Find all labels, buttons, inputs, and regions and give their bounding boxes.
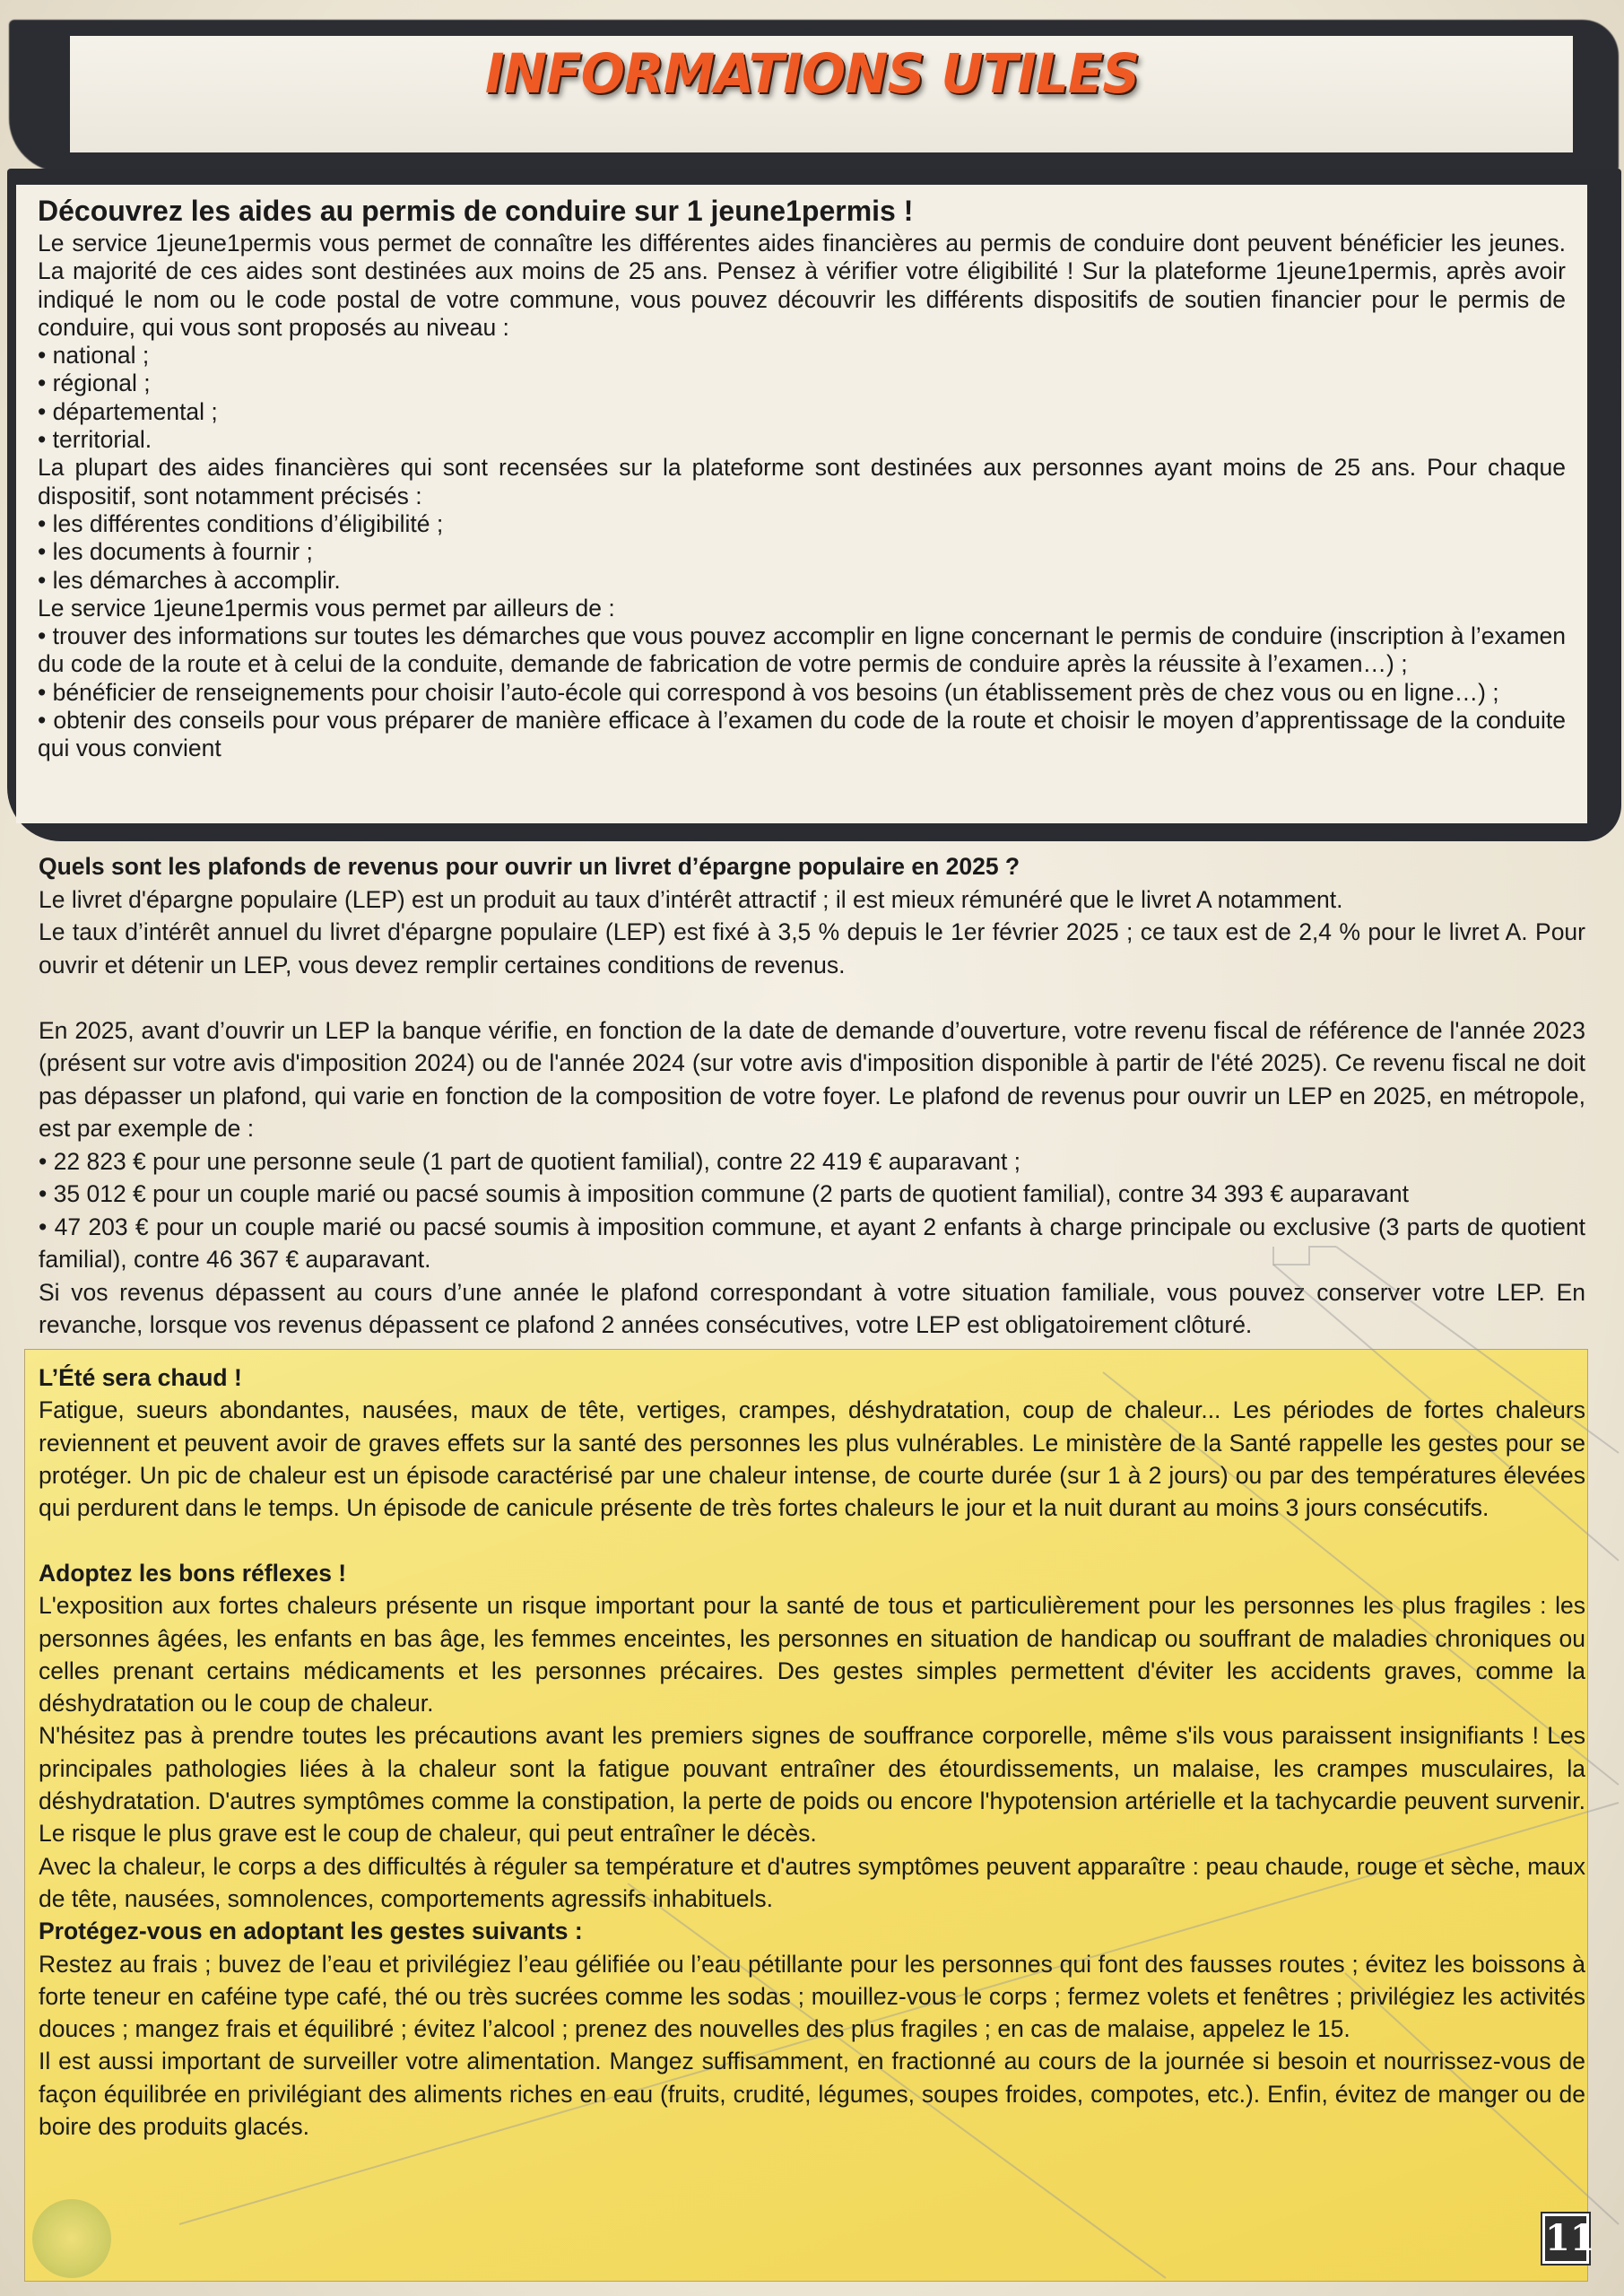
section3-p6: Il est aussi important de surveiller votre alimentation. Mangez suffisamment, en fractionné au cours de la journée si besoin et nourrissez-vous de façon équilibrée en privilégiant des aliments riches en eau (fruits, crudité, légumes, soupes froides, compotes, etc.). Enfin, évitez de manger ou de boire des produits glacés. xyxy=(39,2048,1585,2141)
section1-body xyxy=(38,230,1566,763)
service-item: • trouver des informations sur toutes les démarches que vous pouvez accomplir en ligne concernant le permis de conduire (inscription à l’examen du code de la route et à celui de la conduite, demande de fabrication de votre permis de conduire après la réussite à l’examen…) ; xyxy=(38,622,1566,678)
section3-subtitle1: Adoptez les bons réflexes ! xyxy=(39,1559,347,1587)
level-item: • national ; xyxy=(38,342,150,370)
detail-item: • les documents à fournir ; xyxy=(38,538,313,566)
section3-title: L’Été sera chaud ! xyxy=(39,1364,242,1391)
emblem-logo xyxy=(32,2199,111,2278)
level-item: • régional ; xyxy=(38,370,151,397)
section2-p3: En 2025, avant d’ouvrir un LEP la banque vérifie, en fonction de la date de demande d’ouverture, votre revenu fiscal de référence de l'année 2023 (présent sur votre avis d'imposition 2024) ou de l'année 2024 (sur votre avis d'imposition disponible à partir de l'été 2025). Ce revenu fiscal ne doit pas dépasser un plafond, qui varie en fonction de la composition de votre foyer. Le plafond de revenus pour ouvrir un LEP en 2025, en métropole, est par exemple de : xyxy=(39,1016,1585,1142)
section3-p1: Fatigue, sueurs abondantes, nausées, maux de tête, vertiges, crampes, déshydratation, coup de chaleur... Les périodes de fortes chaleurs reviennent et peuvent avoir de graves effets sur la santé des personnes les plus vulnérables. Le ministère de la Santé rappelle les gestes pour se protéger. Un pic de chaleur est un épisode caractérisé par une chaleur intense, de courte durée (sur 1 à 2 jours) ou par des températures élevées qui perdurent dans le temps. Un épisode de canicule présente de très fortes chaleurs le jour et la nuit durant au moins 3 jours consécutifs. xyxy=(39,1396,1585,1522)
spacer xyxy=(39,1524,1585,1557)
level-item: • départemental ; xyxy=(38,397,218,425)
section1-title: Découvrez les aides au permis de conduire sur 1 jeune1permis ! xyxy=(38,195,914,227)
section2-title: Quels sont les plafonds de revenus pour ouvrir un livret d’épargne populaire en 2025 ? xyxy=(39,853,1020,880)
spacer xyxy=(39,981,1585,1014)
section3 xyxy=(39,1361,1585,2143)
section3-p4: Avec la chaleur, le corps a des difficultés à réguler sa température et d'autres symptômes peuvent apparaître : peau chaude, rouge et sèche, maux de tête, nausées, somnolences, comportements agressifs inhabituels. xyxy=(39,1852,1585,1912)
section2-p1: Le livret d'épargne populaire (LEP) est un produit au taux d’intérêt attractif ; il est mieux rémunéré que le livret A notamment. xyxy=(39,885,1343,913)
section2-p4: Si vos revenus dépassent au cours d’une année le plafond correspondant à votre situation familiale, vous pouvez conserver votre LEP. En revanche, lorsque vos revenus dépassent ce plafond 2 années consécutives, votre LEP est obligatoirement clôturé. xyxy=(39,1278,1585,1338)
section1-intro: Le service 1jeune1permis vous permet de connaître les différentes aides financières au permis de conduire dont peuvent bénéficier les jeunes. La majorité de ces aides sont destinées aux moins de 25 ans. Pensez à vérifier votre éligibilité ! Sur la plateforme 1jeune1permis, après avoir indiqué le nom ou le code postal de votre commune, vous pouvez découvrir les différents dispositifs de soutien financier pour le permis de conduire, qui vous sont proposés au niveau : xyxy=(38,230,1566,341)
service-item: • obtenir des conseils pour vous préparer de manière efficace à l’examen du code de la route et choisir le moyen d’apprentissage de la conduite qui vous convient xyxy=(38,707,1566,762)
detail-item: • les différentes conditions d’éligibilité ; xyxy=(38,509,444,537)
detail-item: • les démarches à accomplir. xyxy=(38,566,341,594)
section3-p5: Restez au frais ; buvez de l’eau et privilégiez l’eau gélifiée ou l’eau pétillante pour les personnes qui font des fausses routes ; évitez les boissons à forte teneur en caféine type café, thé ou très sucrées comme les sodas ; mouillez-vous le corps ; fermez volets et fenêtres ; privilégiez les activités douces ; mangez frais et équilibré ; évitez l’alcool ; prenez des nouvelles des plus fragiles ; en cas de malaise, appelez le 15. xyxy=(39,1950,1585,2043)
page-number: 11 xyxy=(1542,2213,1589,2264)
ceiling-item: • 22 823 € pour une personne seule (1 part de quotient familial), contre 22 419 € auparavant ; xyxy=(39,1147,1021,1175)
section3-p3: N'hésitez pas à prendre toutes les précautions avant les premiers signes de souffrance corporelle, même s'ils vous paraissent insignifiants ! Les principales pathologies liées à la chaleur sont la fatigue pouvant entraîner des étourdissements, un malaise, les crampes musculaires, la déshydratation. D'autres symptômes comme la constipation, la perte de poids ou encore l'hypotension artérielle et la tachycardie peuvent survenir. Le risque le plus grave est le coup de chaleur, qui peut entraîner le décès. xyxy=(39,1722,1585,1848)
section3-p2: L'exposition aux fortes chaleurs présente un risque important pour la santé de tous et particulièrement pour les personnes les plus fragiles : les personnes âgées, les enfants en bas âge, les femmes enceintes, les personnes en situation de handicap ou souffrant de maladies chroniques ou celles prenant certains médicaments et les personnes précaires. Des gestes simples permettent d'éviter les accidents graves, comme la déshydratation ou le coup de chaleur. xyxy=(39,1592,1585,1718)
section3-subtitle2: Protégez-vous en adoptant les gestes suivants : xyxy=(39,1918,583,1945)
level-item: • territorial. xyxy=(38,426,152,454)
ceiling-item: • 47 203 € pour un couple marié ou pacsé soumis à imposition commune, et ayant 2 enfants à charge principale ou exclusive (3 parts de quotient familial), contre 46 367 € auparavant. xyxy=(39,1213,1585,1273)
section1-para3: Le service 1jeune1permis vous permet par ailleurs de : xyxy=(38,594,615,622)
section1-para2: La plupart des aides financières qui sont recensées sur la plateforme sont destinées aux personnes ayant moins de 25 ans. Pour chaque dispositif, sont notamment précisés : xyxy=(38,454,1566,509)
ceiling-item: • 35 012 € pour un couple marié ou pacsé soumis à imposition commune (2 parts de quotient familial), contre 34 393 € auparavant xyxy=(39,1180,1410,1207)
section1-box xyxy=(16,185,1587,823)
service-item: • bénéficier de renseignements pour choisir l’auto-école qui correspond à vos besoins (un établissement près de chez vous ou en ligne…) ; xyxy=(38,678,1499,706)
section2 xyxy=(39,850,1585,1342)
page-title: INFORMATIONS UTILES xyxy=(484,41,1140,106)
section2-p2: Le taux d’intérêt annuel du livret d'épargne populaire (LEP) est fixé à 3,5 % depuis le 1er février 2025 ; ce taux est de 2,4 % pour le livret A. Pour ouvrir et détenir un LEP, vous devez remplir certaines conditions de revenus. xyxy=(39,918,1585,978)
